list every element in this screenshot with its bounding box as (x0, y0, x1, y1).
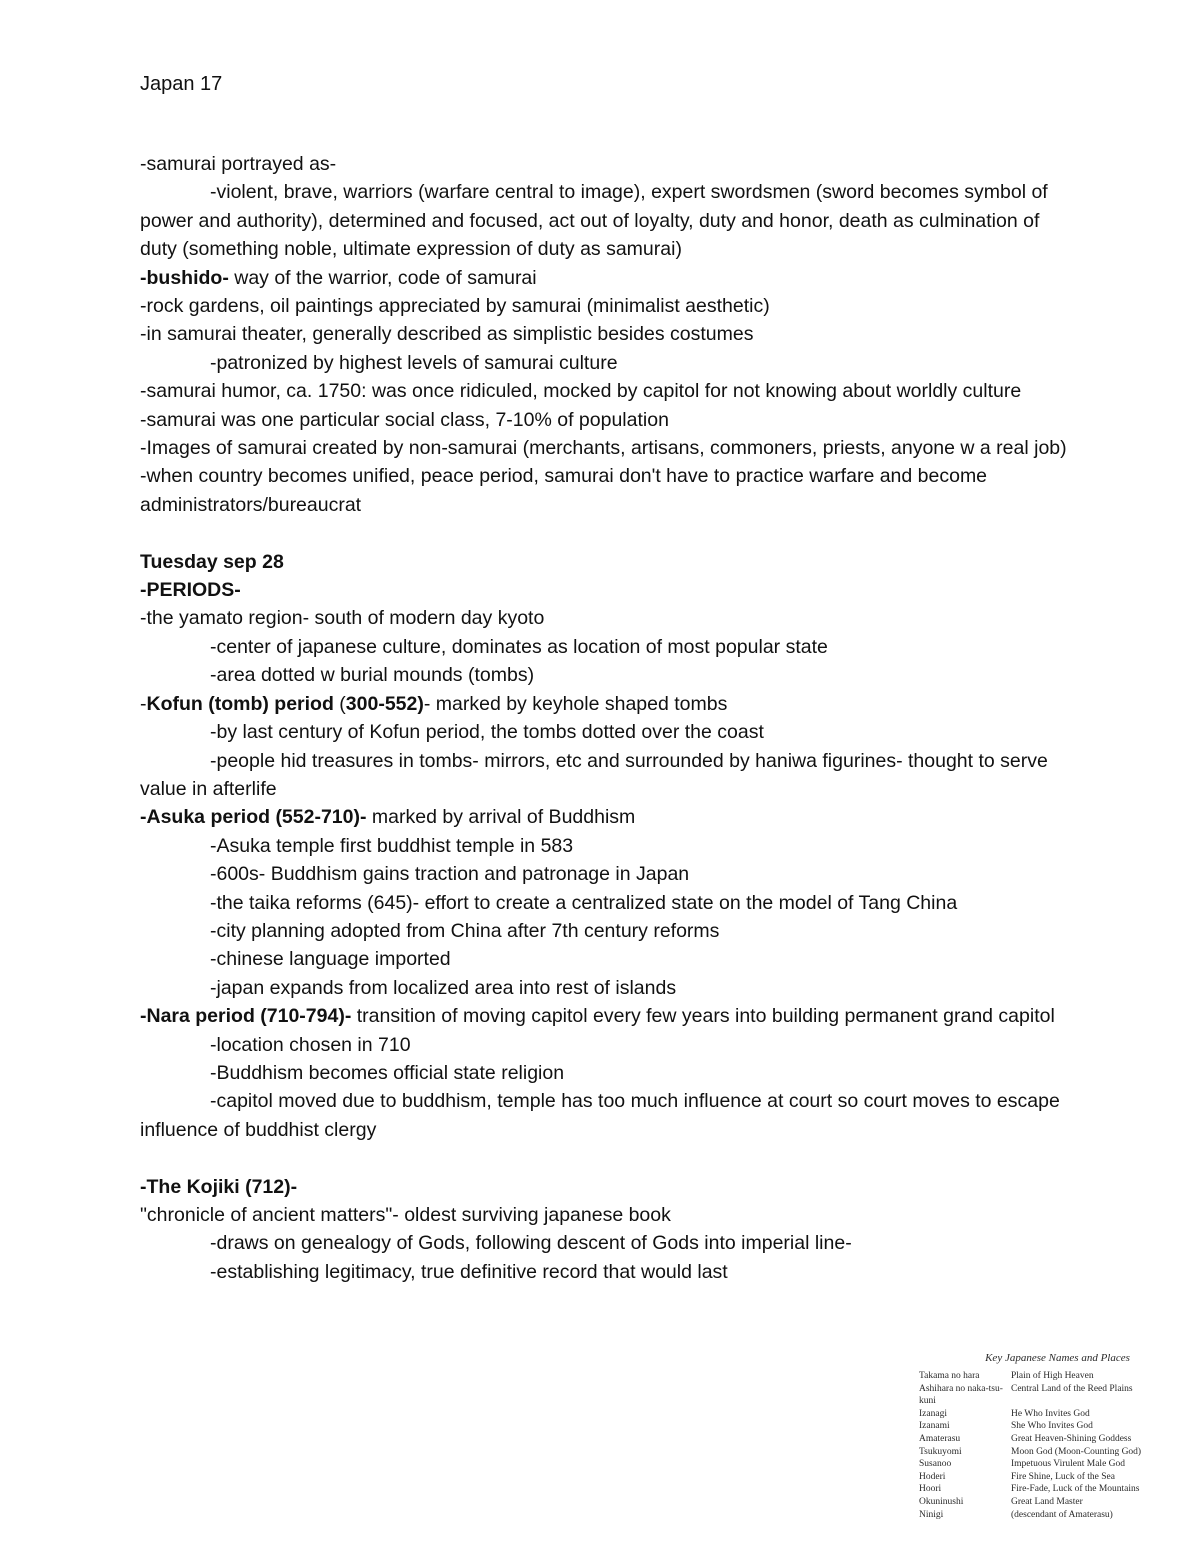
figure-name: Izanagi (919, 1408, 947, 1419)
text-line: -by last century of Kofun period, the tombs dotted over the coast (210, 721, 764, 744)
figure-row (915, 1509, 1160, 1522)
text-line: -samurai portrayed as- (140, 153, 337, 175)
text-line: -bushido- way of the warrior, code of samurai (140, 266, 537, 289)
figure-name: Hoori (919, 1484, 942, 1495)
names-table-image (915, 1348, 1160, 1526)
figure-row (915, 1496, 1160, 1509)
figure-name: Ashihara no naka-tsu-kuni (919, 1383, 1003, 1407)
figure-meaning: (descendant of Amaterasu) (1011, 1509, 1113, 1520)
text-line: -patronized by highest levels of samurai culture (210, 351, 618, 374)
figure-name: Tsukuyomi (919, 1446, 962, 1457)
figure-name: Hoderi (919, 1471, 946, 1482)
section-heading: -PERIODS- (140, 579, 241, 602)
asuka-line: -Asuka period (552-710)- marked by arrival of Buddhism (140, 806, 636, 829)
figure-meaning: Fire-Fade, Luck of the Mountains (1011, 1484, 1140, 1495)
text-line: -Buddhism becomes official state religion (210, 1061, 565, 1084)
figure-name: Amaterasu (919, 1433, 961, 1444)
text-line: -the taika reforms (645)- effort to create a centralized state on the model of Tang China (210, 891, 958, 914)
figure-rows (915, 1370, 1160, 1521)
text-line: "chronicle of ancient matters"- oldest surviving japanese book (140, 1204, 671, 1226)
page-header: Japan 17 (140, 73, 223, 95)
text-line: -capitol moved due to buddhism, temple has too much influence at court so court moves to escape influence of buddhist clergy (140, 1090, 1060, 1141)
figure-meaning: Impetuous Virulent Male God (1011, 1459, 1126, 1470)
text-line: -chinese language imported (210, 948, 451, 971)
text-line: -area dotted w burial mounds (tombs) (210, 664, 535, 687)
text-line: -samurai humor, ca. 1750: was once ridiculed, mocked by capitol for not knowing about worldly culture (140, 380, 1022, 403)
figure-row (915, 1483, 1160, 1496)
figure-name: Susanoo (919, 1459, 952, 1470)
section-date: Tuesday sep 28 (140, 550, 284, 573)
figure-name: Takama no hara (919, 1371, 980, 1381)
figure-name: Izanami (919, 1421, 950, 1432)
figure-name: Ninigi (919, 1509, 944, 1520)
figure-row (915, 1458, 1160, 1471)
figure-title: Key Japanese Names and Places (985, 1352, 1130, 1364)
figure-row (915, 1471, 1160, 1484)
text-line: -when country becomes unified, peace period, samurai don't have to practice warfare and become administrators/bureaucrat (140, 465, 988, 516)
figure-meaning: Plain of High Heaven (1011, 1371, 1094, 1381)
document-body (140, 150, 1070, 1286)
text-line: -center of japanese culture, dominates as location of most popular state (210, 635, 828, 658)
figure-name: Okuninushi (919, 1496, 964, 1507)
figure-row (915, 1420, 1160, 1433)
text-line: -in samurai theater, generally described as simplistic besides costumes (140, 323, 754, 346)
text-line: -japan expands from localized area into rest of islands (210, 976, 677, 999)
text-line: -location chosen in 710 (210, 1033, 411, 1056)
figure-meaning: Fire Shine, Luck of the Sea (1011, 1471, 1115, 1482)
figure-meaning: She Who Invites God (1011, 1421, 1093, 1432)
text-line: -rock gardens, oil paintings appreciated by samurai (minimalist aesthetic) (140, 295, 770, 318)
figure-row (915, 1446, 1160, 1459)
text-line: -people hid treasures in tombs- mirrors, etc and surrounded by haniwa figurines- thought to serve value in afterlife (140, 749, 1048, 800)
figure-meaning: Great Land Master (1011, 1496, 1083, 1507)
text-line: -establishing legitimacy, true definitive record that would last (210, 1260, 728, 1283)
figure-meaning: He Who Invites God (1011, 1408, 1090, 1419)
text-line: -city planning adopted from China after 7th century reforms (210, 919, 720, 942)
term-bushido: -bushido- (140, 266, 229, 289)
kofun-line: -Kofun (tomb) period (300-552)- marked by keyhole shaped tombs (140, 692, 728, 715)
figure-meaning: Moon God (Moon-Counting God) (1011, 1446, 1142, 1457)
text-line: -Asuka temple first buddhist temple in 583 (210, 834, 574, 857)
figure-row (915, 1383, 1160, 1408)
figure-row (915, 1408, 1160, 1421)
figure-row (915, 1433, 1160, 1446)
figure-row (915, 1370, 1160, 1383)
text-line: -draws on genealogy of Gods, following descent of Gods into imperial line- (210, 1232, 852, 1255)
text-line: -samurai was one particular social class, 7-10% of population (140, 408, 669, 431)
figure-meaning: Great Heaven-Shining Goddess (1011, 1433, 1132, 1444)
text-line: -violent, brave, warriors (warfare central to image), expert swordsmen (sword becomes symbol of power and authority), determined and focused, act out of loyalty, duty and honor, death as culmination of duty (something noble, ultimate expression of duty as samurai) (140, 181, 1048, 261)
text-line: -600s- Buddhism gains traction and patronage in Japan (210, 863, 690, 886)
figure-meaning: Central Land of the Reed Plains (1011, 1383, 1133, 1394)
text-line: -Images of samurai created by non-samurai (merchants, artisans, commoners, priests, anyone w a real job) (140, 437, 1067, 460)
text-line: -the yamato region- south of modern day kyoto (140, 607, 545, 630)
kojiki-heading: -The Kojiki (712)- (140, 1175, 298, 1198)
nara-line: -Nara period (710-794)- transition of moving capitol every few years into building permanent grand capitol (140, 1005, 1055, 1028)
